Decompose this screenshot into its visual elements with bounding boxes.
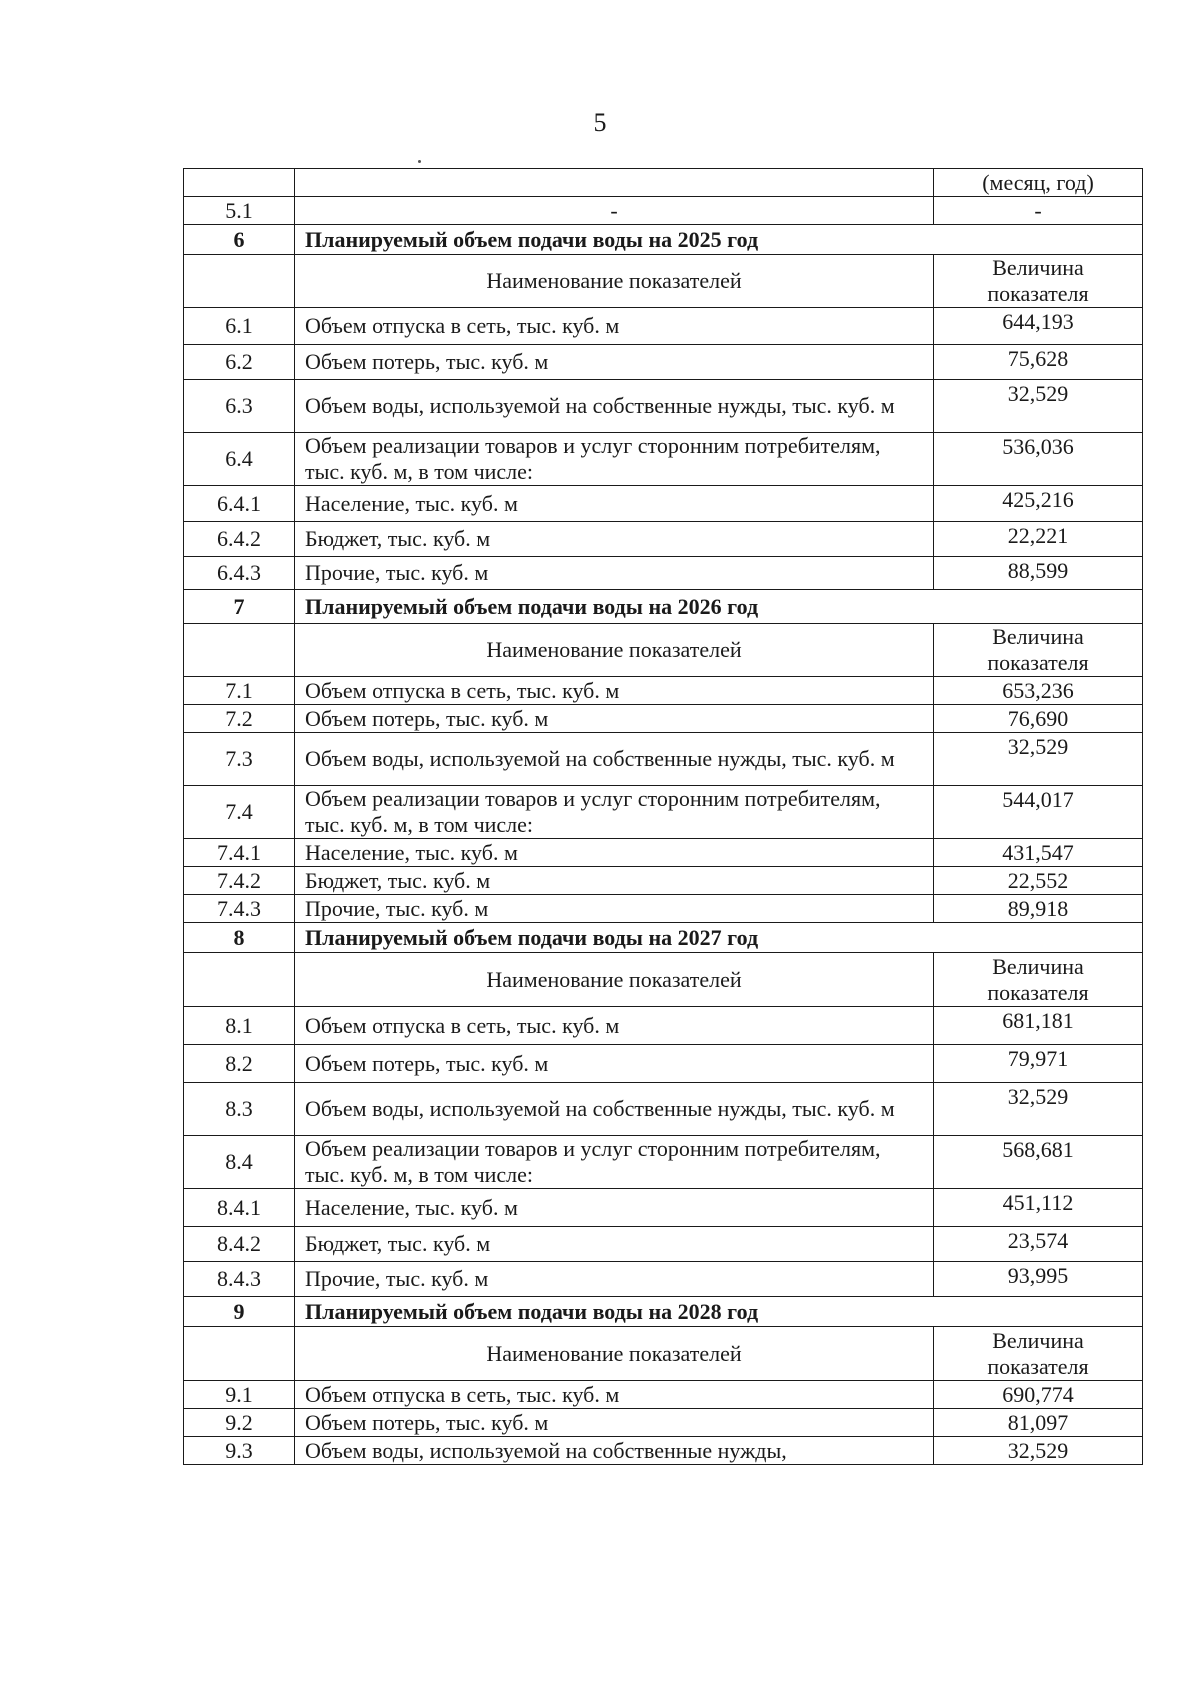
row-number: 8.2 bbox=[184, 1045, 295, 1083]
row-number: 7.4.2 bbox=[184, 867, 295, 895]
row-indicator: Население, тыс. куб. м bbox=[295, 1189, 934, 1227]
column-header-name: Наименование показателей bbox=[295, 953, 934, 1007]
row-value: 568,681 bbox=[934, 1136, 1143, 1189]
row-value: 32,529 bbox=[934, 733, 1143, 786]
table-row bbox=[184, 895, 1143, 923]
row-indicator: Объем воды, используемой на собственные нужды, bbox=[295, 1437, 934, 1465]
row-indicator: Население, тыс. куб. м bbox=[295, 839, 934, 867]
row-number: 7.2 bbox=[184, 705, 295, 733]
section-number: 6 bbox=[184, 225, 295, 255]
row-number: 6.2 bbox=[184, 345, 295, 380]
section-number: 9 bbox=[184, 1297, 295, 1327]
table-row bbox=[184, 308, 1143, 345]
row-value: 89,918 bbox=[934, 895, 1143, 923]
section-title: Планируемый объем подачи воды на 2026 год bbox=[295, 590, 1143, 624]
column-header-value-line2: показателя bbox=[987, 650, 1089, 675]
table-row bbox=[184, 839, 1143, 867]
row-value: 690,774 bbox=[934, 1381, 1143, 1409]
section-title-row bbox=[184, 1297, 1143, 1327]
column-header-value bbox=[934, 624, 1143, 677]
water-supply-table bbox=[183, 168, 1143, 1465]
table-row bbox=[184, 677, 1143, 705]
row-value: 81,097 bbox=[934, 1409, 1143, 1437]
row-value: - bbox=[934, 197, 1143, 225]
row-indicator: Объем реализации товаров и услуг сторонним потребителям, тыс. куб. м, в том числе: bbox=[295, 786, 934, 839]
table-row bbox=[184, 1262, 1143, 1297]
page-number: 5 bbox=[593, 108, 607, 137]
row-indicator: - bbox=[295, 197, 934, 225]
row-number: 5.1 bbox=[184, 197, 295, 225]
table-row bbox=[184, 1007, 1143, 1045]
header-empty-cell bbox=[184, 953, 295, 1007]
row-value: 23,574 bbox=[934, 1227, 1143, 1262]
row-value: 536,036 bbox=[934, 433, 1143, 486]
row-indicator: Бюджет, тыс. куб. м bbox=[295, 867, 934, 895]
row-value: 451,112 bbox=[934, 1189, 1143, 1227]
row-value: 93,995 bbox=[934, 1262, 1143, 1297]
table-row bbox=[184, 433, 1143, 486]
row-value: 22,552 bbox=[934, 867, 1143, 895]
column-header-name: Наименование показателей bbox=[295, 1327, 934, 1381]
table-row bbox=[184, 1409, 1143, 1437]
row-value: 79,971 bbox=[934, 1045, 1143, 1083]
row-number: 8.1 bbox=[184, 1007, 295, 1045]
row-number: 8.4.3 bbox=[184, 1262, 295, 1297]
row-number: 6.4 bbox=[184, 433, 295, 486]
section-title-row bbox=[184, 590, 1143, 624]
row-indicator: Объем отпуска в сеть, тыс. куб. м bbox=[295, 677, 934, 705]
column-header-value-line1: Величина bbox=[992, 255, 1084, 280]
table-row bbox=[184, 705, 1143, 733]
row-indicator: Объем отпуска в сеть, тыс. куб. м bbox=[295, 1381, 934, 1409]
row-indicator: Объем реализации товаров и услуг сторонним потребителям, тыс. куб. м, в том числе: bbox=[295, 433, 934, 486]
row-indicator: Объем воды, используемой на собственные нужды, тыс. куб. м bbox=[295, 380, 934, 433]
row-value: 76,690 bbox=[934, 705, 1143, 733]
table-row bbox=[184, 1381, 1143, 1409]
column-header-row bbox=[184, 953, 1143, 1007]
table-row bbox=[184, 1437, 1143, 1465]
column-header-name: Наименование показателей bbox=[295, 624, 934, 677]
row-value: 681,181 bbox=[934, 1007, 1143, 1045]
section-title-row bbox=[184, 923, 1143, 953]
row-value: 431,547 bbox=[934, 839, 1143, 867]
row-value: 22,221 bbox=[934, 522, 1143, 557]
row-number: 8.4.2 bbox=[184, 1227, 295, 1262]
row-number: 6.4.1 bbox=[184, 486, 295, 522]
row-indicator: Объем отпуска в сеть, тыс. куб. м bbox=[295, 1007, 934, 1045]
table-row bbox=[184, 345, 1143, 380]
row-number: 7.4 bbox=[184, 786, 295, 839]
row-value: 88,599 bbox=[934, 557, 1143, 590]
column-header-name: Наименование показателей bbox=[295, 255, 934, 308]
section-title: Планируемый объем подачи воды на 2028 год bbox=[295, 1297, 1143, 1327]
column-header-value-line2: показателя bbox=[987, 979, 1089, 1005]
table-row bbox=[184, 557, 1143, 590]
row-number: 8.4.1 bbox=[184, 1189, 295, 1227]
table-row bbox=[184, 733, 1143, 786]
column-header-value-line1: Величина bbox=[992, 1327, 1084, 1353]
row-number: 9.1 bbox=[184, 1381, 295, 1409]
column-header-value-line2: показателя bbox=[987, 1353, 1089, 1379]
section-number: 7 bbox=[184, 590, 295, 624]
section-number: 8 bbox=[184, 923, 295, 953]
unit-row-num bbox=[184, 169, 295, 197]
column-header-value bbox=[934, 1327, 1143, 1381]
row-number: 7.1 bbox=[184, 677, 295, 705]
header-empty-cell bbox=[184, 1327, 295, 1381]
row-indicator: Население, тыс. куб. м bbox=[295, 486, 934, 522]
row-indicator: Объем потерь, тыс. куб. м bbox=[295, 1045, 934, 1083]
table-row bbox=[184, 867, 1143, 895]
table-row bbox=[184, 380, 1143, 433]
column-header-value bbox=[934, 953, 1143, 1007]
row-number: 7.4.3 bbox=[184, 895, 295, 923]
column-header-row bbox=[184, 624, 1143, 677]
row-indicator: Объем потерь, тыс. куб. м bbox=[295, 345, 934, 380]
table-row bbox=[184, 1045, 1143, 1083]
row-indicator: Объем воды, используемой на собственные нужды, тыс. куб. м bbox=[295, 1083, 934, 1136]
row-number: 7.3 bbox=[184, 733, 295, 786]
row-value: 32,529 bbox=[934, 1437, 1143, 1465]
table-row bbox=[184, 1227, 1143, 1262]
scan-speck bbox=[418, 160, 421, 163]
header-empty-cell bbox=[184, 255, 295, 308]
row-indicator: Объем реализации товаров и услуг сторонним потребителям, тыс. куб. м, в том числе: bbox=[295, 1136, 934, 1189]
row-value: 544,017 bbox=[934, 786, 1143, 839]
table-row bbox=[184, 1189, 1143, 1227]
row-indicator: Прочие, тыс. куб. м bbox=[295, 557, 934, 590]
column-header-value-line2: показателя bbox=[987, 281, 1089, 306]
row-indicator: Объем потерь, тыс. куб. м bbox=[295, 1409, 934, 1437]
column-header-value-line1: Величина bbox=[992, 953, 1084, 979]
row-indicator: Объем воды, используемой на собственные нужды, тыс. куб. м bbox=[295, 733, 934, 786]
row-indicator: Прочие, тыс. куб. м bbox=[295, 895, 934, 923]
unit-row bbox=[184, 169, 1143, 197]
row-value: 644,193 bbox=[934, 308, 1143, 345]
row-value: 425,216 bbox=[934, 486, 1143, 522]
table-row bbox=[184, 1083, 1143, 1136]
row-indicator: Прочие, тыс. куб. м bbox=[295, 1262, 934, 1297]
table-row bbox=[184, 522, 1143, 557]
column-header-row bbox=[184, 255, 1143, 308]
column-header-value-line1: Величина bbox=[992, 624, 1084, 649]
row-number: 6.4.3 bbox=[184, 557, 295, 590]
row-number: 8.3 bbox=[184, 1083, 295, 1136]
column-header-value bbox=[934, 255, 1143, 308]
row-indicator: Бюджет, тыс. куб. м bbox=[295, 1227, 934, 1262]
row-value: 32,529 bbox=[934, 380, 1143, 433]
section-title: Планируемый объем подачи воды на 2025 год bbox=[295, 225, 1143, 255]
row-number: 6.3 bbox=[184, 380, 295, 433]
row-indicator: Бюджет, тыс. куб. м bbox=[295, 522, 934, 557]
unit-row-text bbox=[295, 169, 934, 197]
row-number: 8.4 bbox=[184, 1136, 295, 1189]
row-value: 75,628 bbox=[934, 345, 1143, 380]
section-title-row bbox=[184, 225, 1143, 255]
section-title: Планируемый объем подачи воды на 2027 год bbox=[295, 923, 1143, 953]
table-row bbox=[184, 197, 1143, 225]
table-row bbox=[184, 786, 1143, 839]
table-row bbox=[184, 1136, 1143, 1189]
row-value: 32,529 bbox=[934, 1083, 1143, 1136]
row-number: 7.4.1 bbox=[184, 839, 295, 867]
row-number: 9.2 bbox=[184, 1409, 295, 1437]
row-number: 6.4.2 bbox=[184, 522, 295, 557]
row-indicator: Объем отпуска в сеть, тыс. куб. м bbox=[295, 308, 934, 345]
row-number: 6.1 bbox=[184, 308, 295, 345]
header-empty-cell bbox=[184, 624, 295, 677]
table-row bbox=[184, 486, 1143, 522]
row-number: 9.3 bbox=[184, 1437, 295, 1465]
unit-label: (месяц, год) bbox=[934, 169, 1143, 197]
column-header-row bbox=[184, 1327, 1143, 1381]
row-indicator: Объем потерь, тыс. куб. м bbox=[295, 705, 934, 733]
row-value: 653,236 bbox=[934, 677, 1143, 705]
